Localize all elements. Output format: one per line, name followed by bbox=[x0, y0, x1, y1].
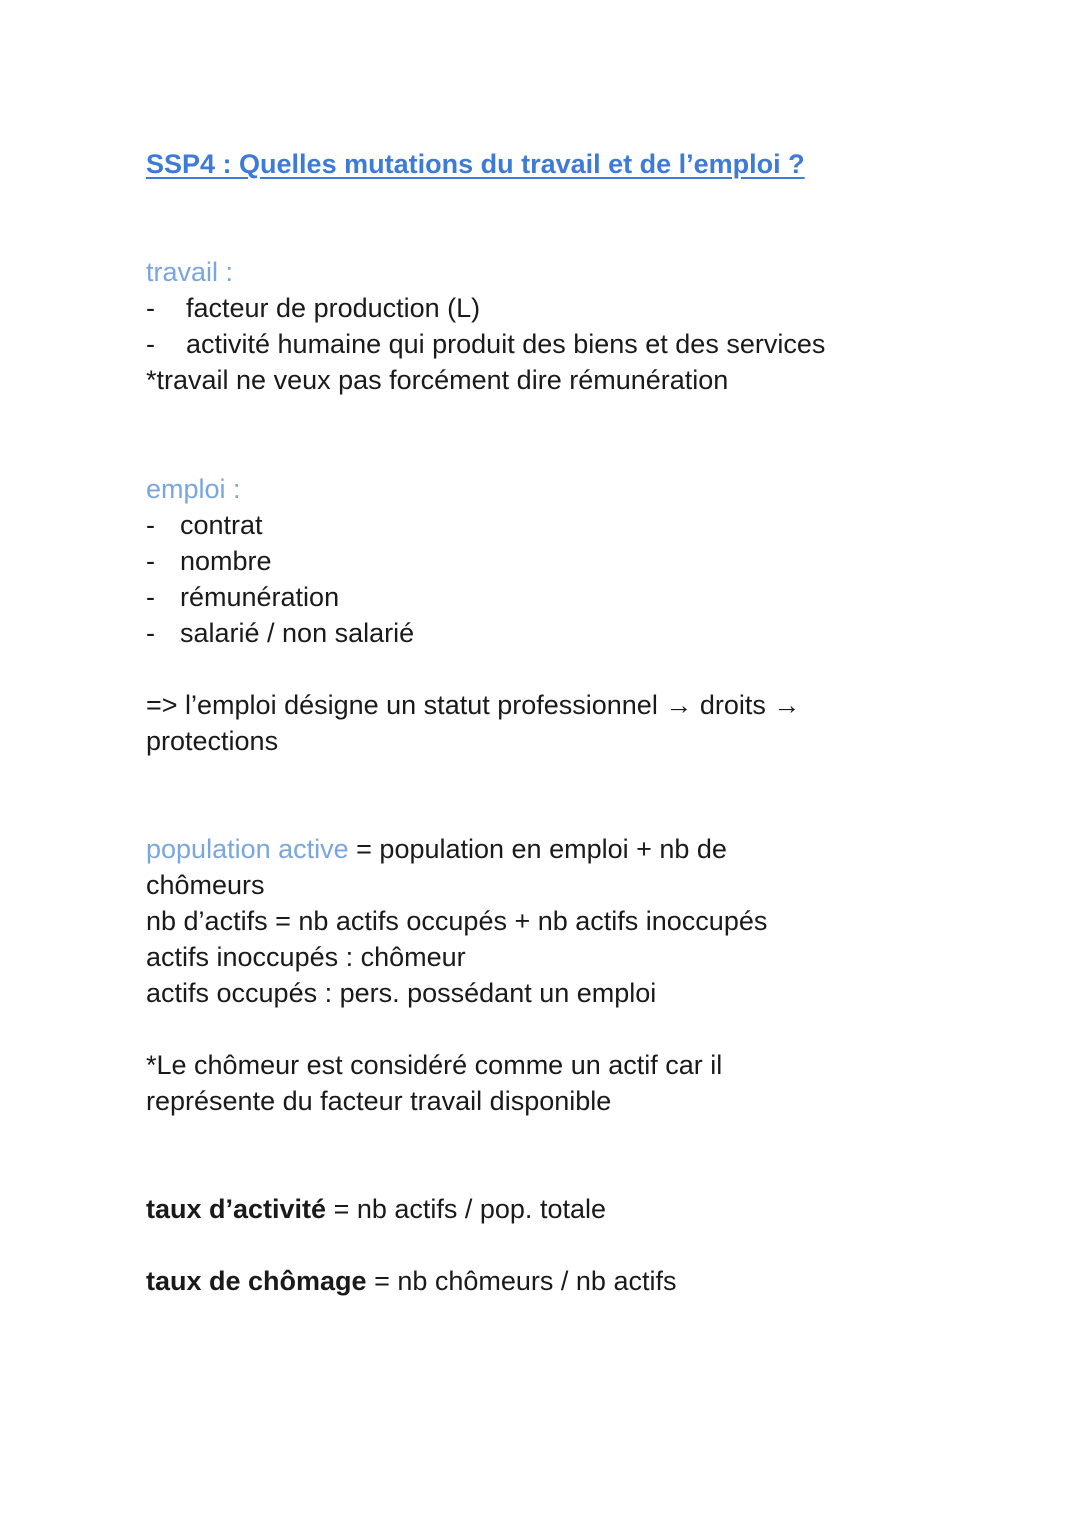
list-item bbox=[146, 290, 480, 326]
travail-heading: travail : bbox=[146, 257, 234, 287]
population-definition bbox=[146, 831, 727, 867]
taux-chomage-text: = nb chômeurs / nb actifs bbox=[366, 1266, 677, 1296]
list-item bbox=[146, 326, 825, 362]
taux-activite-formula bbox=[146, 1191, 606, 1227]
page-title: SSP4 : Quelles mutations du travail et de l’emploi ? bbox=[146, 149, 805, 179]
chomeur-note: *Le chômeur est considéré comme un actif car il bbox=[146, 1050, 723, 1080]
list-item-text: salarié / non salarié bbox=[180, 618, 415, 648]
chomeur-note-continued: représente du facteur travail disponible bbox=[146, 1086, 612, 1116]
emploi-conclusion-continued: protections bbox=[146, 726, 279, 756]
list-item bbox=[146, 543, 272, 579]
list-item-text: contrat bbox=[180, 510, 263, 540]
taux-chomage-formula bbox=[146, 1263, 676, 1299]
taux-chomage-term: taux de chômage bbox=[146, 1266, 367, 1296]
travail-note: *travail ne veux pas forcément dire rémunération bbox=[146, 365, 729, 395]
dash-bullet: - bbox=[146, 582, 155, 612]
list-item bbox=[146, 507, 263, 543]
population-active-term: population active bbox=[146, 834, 349, 864]
text-line: actifs inoccupés : chômeur bbox=[146, 942, 466, 972]
dash-bullet: - bbox=[146, 329, 155, 359]
list-item-text: activité humaine qui produit des biens et des services bbox=[186, 329, 826, 359]
list-item-text: facteur de production (L) bbox=[186, 293, 481, 323]
text-line: actifs occupés : pers. possédant un emploi bbox=[146, 978, 657, 1008]
list-item-text: nombre bbox=[180, 546, 272, 576]
list-item bbox=[146, 579, 339, 615]
emploi-heading: emploi : bbox=[146, 474, 241, 504]
dash-bullet: - bbox=[146, 546, 155, 576]
text-line: nb d’actifs = nb actifs occupés + nb actifs inoccupés bbox=[146, 906, 768, 936]
emploi-conclusion: => l’emploi désigne un statut professionnel → droits → bbox=[146, 690, 801, 720]
dash-bullet: - bbox=[146, 618, 155, 648]
population-definition-continued: chômeurs bbox=[146, 870, 265, 900]
dash-bullet: - bbox=[146, 293, 155, 323]
list-item bbox=[146, 615, 414, 651]
list-item-text: rémunération bbox=[180, 582, 340, 612]
dash-bullet: - bbox=[146, 510, 155, 540]
taux-activite-text: = nb actifs / pop. totale bbox=[326, 1194, 606, 1224]
taux-activite-term: taux d’activité bbox=[146, 1194, 327, 1224]
population-definition-text: = population en emploi + nb de bbox=[348, 834, 727, 864]
